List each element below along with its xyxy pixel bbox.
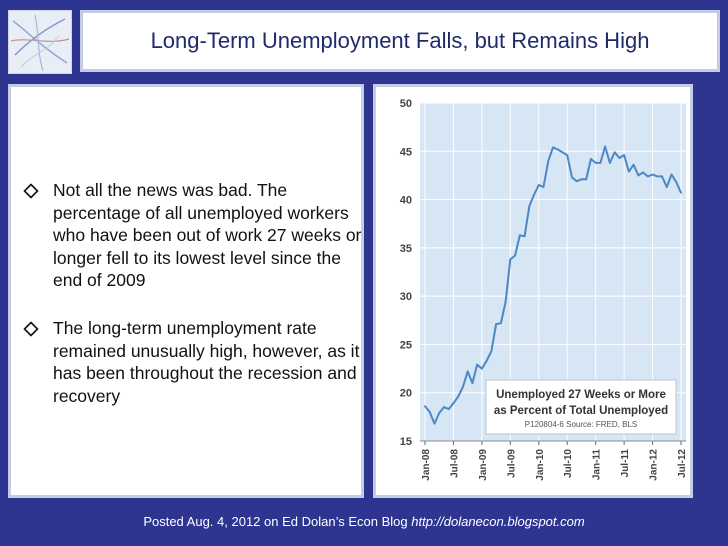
data-point [467, 371, 469, 373]
data-point [671, 174, 673, 176]
data-point [543, 186, 545, 188]
legend-title-line: Unemployed 27 Weeks or More [496, 389, 666, 401]
data-point [633, 164, 635, 166]
data-point [557, 148, 559, 150]
data-point [500, 322, 502, 324]
data-point [600, 162, 602, 164]
x-tick-label: Jul-08 [449, 449, 461, 478]
data-point [571, 176, 573, 178]
data-point [538, 184, 540, 186]
line-chart [376, 87, 690, 495]
data-point [666, 186, 668, 188]
x-tick-label: Jan-10 [534, 449, 546, 481]
bullet-item-2 [23, 317, 363, 407]
data-point [652, 174, 654, 176]
footer-credit: Posted Aug. 4, 2012 on Ed Dolan’s Econ Blog [143, 514, 408, 529]
data-point [472, 382, 474, 384]
data-point [509, 259, 511, 261]
x-tick-label: Jan-09 [477, 449, 489, 481]
data-point [533, 194, 535, 196]
data-point [424, 405, 426, 407]
data-point [476, 364, 478, 366]
y-tick-label: 40 [399, 194, 412, 207]
data-point [581, 178, 583, 180]
bullet-text-1: Not all the news was bad. The percentage of all unemployed workers who have been out of work 27 weeks or longer fell to its lowest level since the end of 2009 [53, 180, 362, 290]
y-tick-label: 30 [399, 291, 412, 304]
chart-source-note: P120804-6 Source: FRED, BLS [524, 420, 638, 429]
x-tick-label: Jul-09 [506, 449, 518, 478]
y-tick-label: 35 [399, 242, 412, 255]
y-tick-label: 50 [399, 98, 412, 110]
data-point [486, 360, 488, 362]
data-point [457, 396, 459, 398]
data-point [604, 146, 606, 148]
slide-title: Long-Term Unemployment Falls, but Remains High [150, 28, 650, 53]
data-point [514, 255, 516, 257]
data-point [628, 171, 630, 173]
title-bar [80, 10, 720, 72]
data-point [562, 151, 564, 153]
data-point [623, 154, 625, 156]
text-panel [8, 84, 364, 498]
x-tick-label: Jan-12 [648, 449, 660, 481]
data-point [595, 162, 597, 164]
diamond-bullet-icon [23, 183, 39, 199]
data-point [438, 412, 440, 414]
data-point [566, 154, 568, 156]
y-tick-label: 25 [399, 339, 412, 352]
data-point [495, 323, 497, 325]
data-point [614, 151, 616, 153]
data-point [656, 175, 658, 177]
data-point [448, 408, 450, 410]
data-point [590, 158, 592, 160]
x-tick-label: Jan-08 [421, 449, 432, 481]
data-point [576, 180, 578, 182]
data-point [680, 192, 682, 194]
y-tick-label: 15 [399, 436, 412, 448]
data-point [528, 205, 530, 207]
data-point [661, 175, 663, 177]
logo-graphic-icon [9, 11, 71, 73]
diamond-bullet-icon [23, 321, 39, 337]
data-point [443, 406, 445, 408]
bullet-text-2: The long-term unemployment rate remained unusually high, however, as it has been throughout the recession and recovery [53, 318, 360, 406]
bullet-item-1 [23, 179, 363, 292]
data-point [609, 162, 611, 164]
y-tick-label: 20 [399, 387, 412, 400]
data-point [552, 147, 554, 149]
x-tick-label: Jul-12 [677, 449, 688, 478]
data-point [647, 175, 649, 177]
chart-panel [373, 84, 693, 498]
data-point [505, 301, 507, 303]
data-point [585, 178, 587, 180]
data-point [481, 368, 483, 370]
data-point [490, 350, 492, 352]
x-tick-label: Jul-11 [620, 449, 632, 478]
x-tick-label: Jan-11 [591, 449, 603, 481]
x-tick-label: Jul-10 [563, 449, 575, 478]
data-point [524, 235, 526, 237]
data-point [462, 386, 464, 388]
data-point [642, 172, 644, 174]
data-point [519, 234, 521, 236]
data-point [434, 423, 436, 425]
data-point [429, 411, 431, 413]
data-point [453, 402, 455, 404]
legend-title-line: as Percent of Total Unemployed [493, 405, 669, 417]
footer-link[interactable]: http://dolanecon.blogspot.com [411, 514, 585, 529]
data-point [618, 157, 620, 159]
data-point [675, 181, 677, 183]
y-tick-label: 45 [399, 146, 412, 159]
data-point [637, 175, 639, 177]
logo [8, 10, 72, 74]
data-point [547, 160, 549, 162]
footer [0, 514, 728, 529]
